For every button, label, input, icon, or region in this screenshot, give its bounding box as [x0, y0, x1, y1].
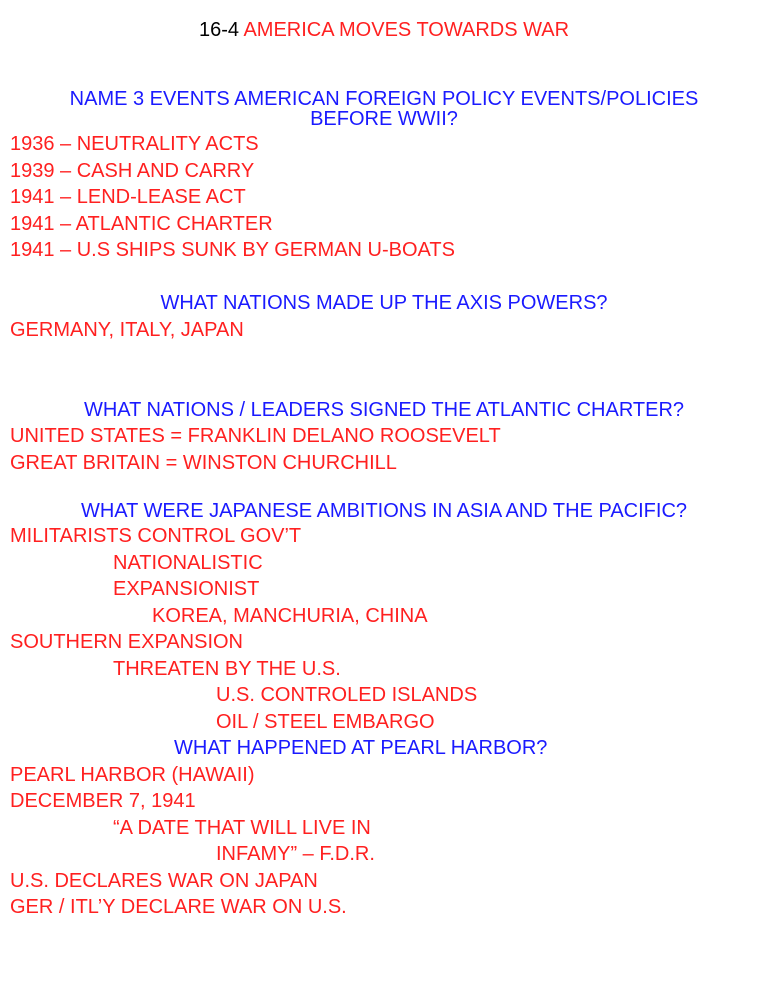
question-2: WHAT NATIONS MADE UP THE AXIS POWERS? — [160, 292, 608, 314]
page-title — [0, 17, 768, 43]
question-4: WHAT WERE JAPANESE AMBITIONS IN ASIA AND THE PACIFIC? — [80, 500, 688, 522]
answer-line: 1941 – ATLANTIC CHARTER — [10, 213, 273, 235]
answer-line: UNITED STATES = FRANKLIN DELANO ROOSEVELT — [10, 425, 501, 447]
answer-line: 1939 – CASH AND CARRY — [10, 160, 255, 182]
answer-line: PEARL HARBOR (HAWAII) — [10, 764, 255, 786]
answer-line: 1941 – U.S SHIPS SUNK BY GERMAN U-BOATS — [10, 239, 455, 261]
answer-line: INFAMY” – F.D.R. — [216, 843, 375, 865]
answer-line: KOREA, MANCHURIA, CHINA — [152, 605, 428, 627]
title-main: AMERICA MOVES TOWARDS WAR — [243, 19, 570, 41]
answer-line: OIL / STEEL EMBARGO — [216, 711, 435, 733]
answer-line: NATIONALISTIC — [113, 552, 263, 574]
answer-line: GER / ITL’Y DECLARE WAR ON U.S. — [10, 896, 347, 918]
answer-line: U.S. DECLARES WAR ON JAPAN — [10, 870, 318, 892]
question-5: WHAT HAPPENED AT PEARL HARBOR? — [174, 737, 548, 759]
answer-line: DECEMBER 7, 1941 — [10, 790, 196, 812]
answer-line: 1936 – NEUTRALITY ACTS — [10, 133, 259, 155]
answer-line: U.S. CONTROLED ISLANDS — [216, 684, 478, 706]
answer-line: 1941 – LEND-LEASE ACT — [10, 186, 246, 208]
answer-line: GERMANY, ITALY, JAPAN — [10, 319, 244, 341]
question-1-line-2: BEFORE WWII? — [310, 108, 458, 130]
answer-line: SOUTHERN EXPANSION — [10, 631, 243, 653]
answer-line: GREAT BRITAIN = WINSTON CHURCHILL — [10, 452, 397, 474]
answer-line: MILITARISTS CONTROL GOV’T — [10, 525, 302, 547]
answer-line: EXPANSIONIST — [113, 578, 260, 600]
question-1-line-1: NAME 3 EVENTS AMERICAN FOREIGN POLICY EVENTS/POLICIES — [69, 88, 699, 110]
answer-line: “A DATE THAT WILL LIVE IN — [113, 817, 371, 839]
title-prefix: 16-4 — [198, 19, 239, 41]
answer-line: THREATEN BY THE U.S. — [113, 658, 341, 680]
question-3: WHAT NATIONS / LEADERS SIGNED THE ATLANTIC CHARTER? — [83, 399, 685, 421]
